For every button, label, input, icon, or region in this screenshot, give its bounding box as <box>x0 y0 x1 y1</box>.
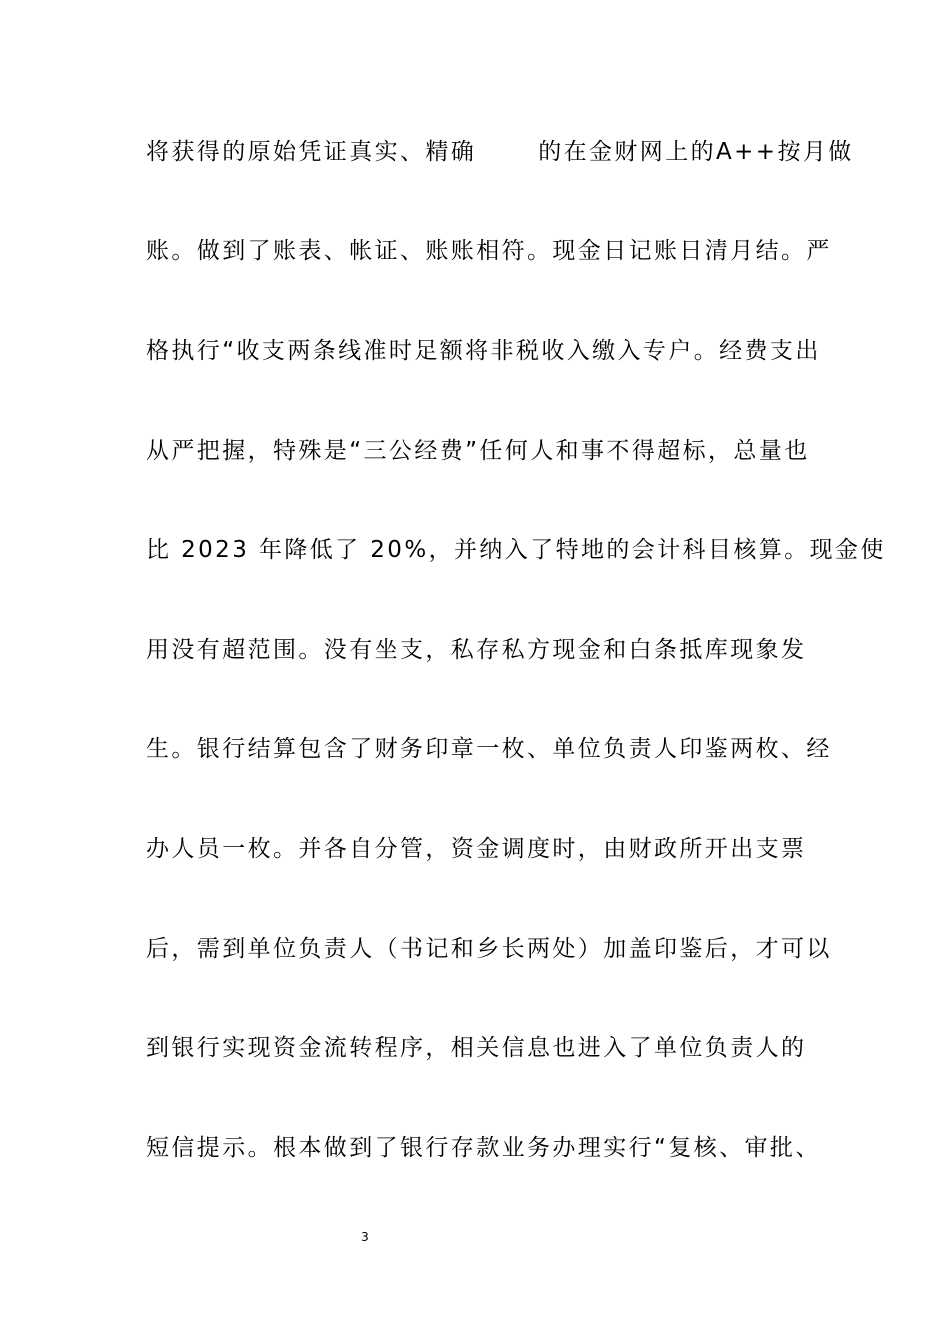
paragraph-line: 从严把握，特殊是“三公经费”任何人和事不得超标，总量也 <box>146 438 810 464</box>
paragraph-line: 用没有超范围。没有坐支，私存私方现金和白条抵库现象发 <box>146 637 807 663</box>
paragraph-line: 到银行实现资金流转程序，相关信息也进入了单位负责人的 <box>146 1035 807 1061</box>
page-number: 3 <box>361 1230 369 1244</box>
paragraph-line: 后，需到单位负责人（书记和乡长两处）加盖印鉴后，才可以 <box>146 936 832 962</box>
paragraph-line: 生。银行结算包含了财务印章一枚、单位负责人印鉴两枚、经 <box>146 736 832 762</box>
paragraph-line: 办人员一枚。并各自分管，资金调度时，由财政所开出支票 <box>146 836 807 862</box>
line-segment: 将获得的原始凭证真实、精确 <box>146 139 477 165</box>
paragraph-line: 短信提示。根本做到了银行存款业务办理实行“复核、审批、 <box>146 1135 821 1161</box>
paragraph-line: 格执行“收支两条线准时足额将非税收入缴入专户。经费支出 <box>146 338 821 364</box>
line-segment: 的在金财网上的A++按月做 <box>538 139 854 165</box>
paragraph-line <box>146 137 854 167</box>
paragraph-line: 账。做到了账表、帐证、账账相符。现金日记账日清月结。严 <box>146 238 832 264</box>
paragraph-line: 比 2023 年降低了 20%，并纳入了特地的会计科目核算。现金使 <box>146 537 886 563</box>
